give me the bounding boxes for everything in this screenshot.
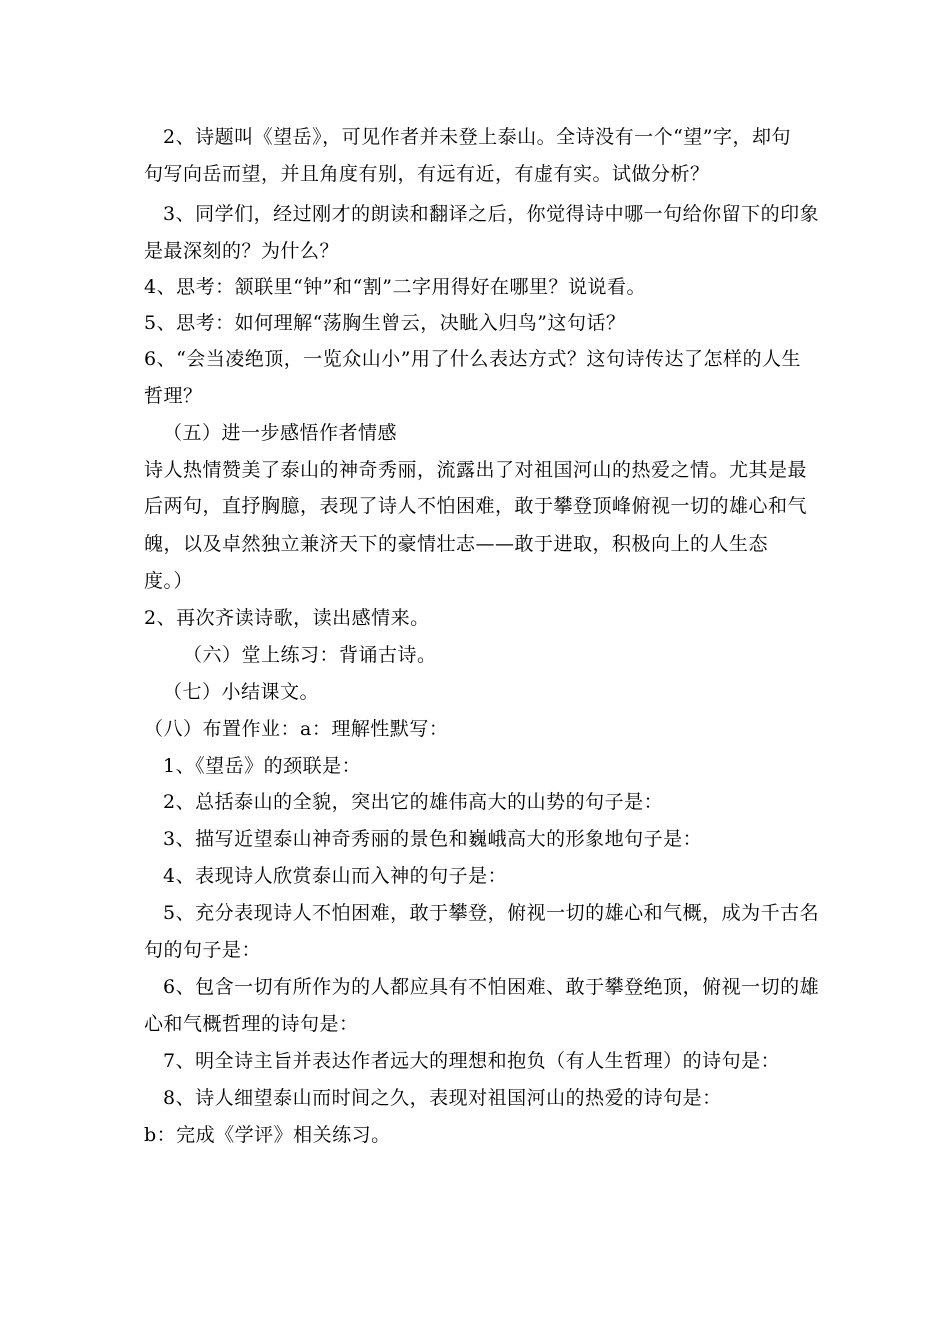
section-heading: （五）进一步感悟作者情感: [163, 422, 398, 444]
exercise-item: 2、总括泰山的全貌，突出它的雄伟高大的山势的句子是：: [163, 791, 664, 813]
paragraph-line: 魄，以及卓然独立兼济天下的豪情壮志——敢于进取，积极向上的人生态: [144, 533, 769, 555]
exercise-item: 6、包含一切有所作为的人都应具有不怕困难、敢于攀登绝顶，俯视一切的雄: [163, 976, 820, 998]
section-heading: （八）布置作业：a：理解性默写：: [144, 718, 449, 740]
paragraph-line: 2、诗题叫《望岳》，可见作者并未登上泰山。全诗没有一个“望”字，却句: [163, 126, 792, 148]
paragraph-line: 度。）: [144, 570, 194, 592]
paragraph-line: 诗人热情赞美了泰山的神奇秀丽，流露出了对祖国河山的热爱之情。尤其是最: [144, 459, 808, 481]
paragraph-line: 2、再次齐读诗歌，读出感情来。: [144, 607, 430, 629]
exercise-item: 4、表现诗人欣赏泰山而入神的句子是：: [163, 865, 508, 887]
exercise-item: 1、《望岳》的颈联是：: [163, 755, 362, 777]
paragraph-line: 是最深刻的？为什么？: [144, 240, 340, 262]
section-heading: （七）小结课文。: [163, 681, 320, 703]
exercise-item: 5、充分表现诗人不怕困难，敢于攀登，俯视一切的雄心和气概，成为千古名: [163, 902, 820, 924]
exercise-item: 3、描写近望泰山神奇秀丽的景色和巍峨高大的形象地句子是：: [163, 828, 703, 850]
exercise-item: 句的句子是：: [144, 939, 262, 961]
paragraph-line: 5、思考：如何理解“荡胸生曾云，决眦入归鸟”这句话？: [144, 312, 626, 334]
paragraph-line: 4、思考：颔联里“钟”和“割”二字用得好在哪里？说说看。: [144, 276, 646, 298]
paragraph-line: 哲理？: [144, 385, 203, 407]
exercise-item: b：完成《学评》相关练习。: [144, 1124, 391, 1146]
exercise-item: 8、诗人细望泰山而时间之久，表现对祖国河山的热爱的诗句是：: [163, 1087, 722, 1109]
section-heading: （六）堂上练习：背诵古诗。: [183, 644, 437, 666]
paragraph-line: 6、“会当凌绝顶，一览众山小”用了什么表达方式？这句诗传达了怎样的人生: [144, 348, 802, 370]
exercise-item: 心和气概哲理的诗句是：: [144, 1013, 359, 1035]
paragraph-line: 句写向岳而望，并且角度有别，有远有近，有虚有实。试做分析？: [144, 163, 710, 185]
exercise-item: 7、明全诗主旨并表达作者远大的理想和抱负（有人生哲理）的诗句是：: [163, 1050, 781, 1072]
paragraph-line: 3、同学们，经过刚才的朗读和翻译之后，你觉得诗中哪一句给你留下的印象: [163, 203, 820, 225]
paragraph-line: 后两句，直抒胸臆，表现了诗人不怕困难，敢于攀登顶峰俯视一切的雄心和气: [144, 495, 808, 517]
